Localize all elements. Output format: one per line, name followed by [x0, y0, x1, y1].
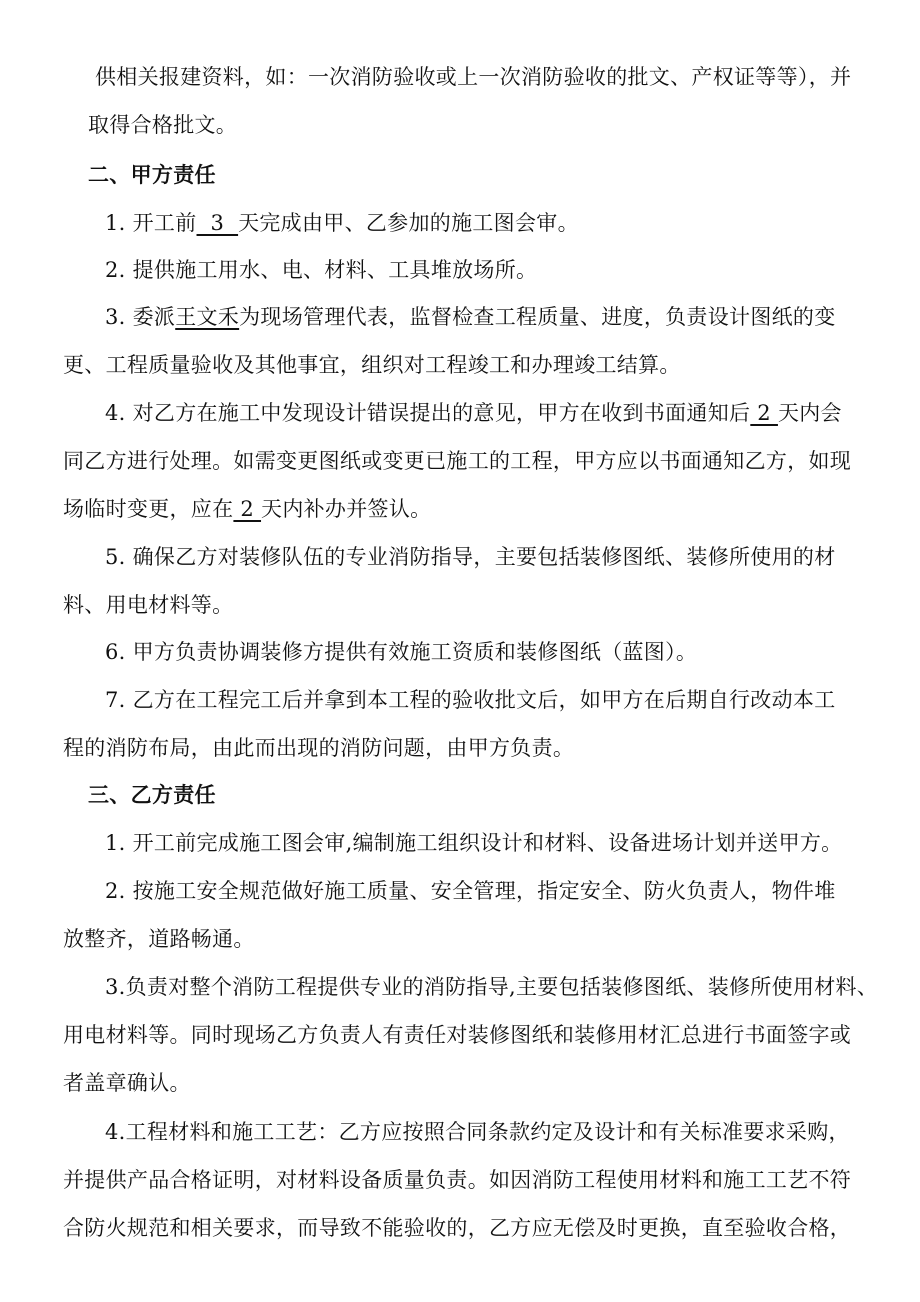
- clause-a6: 6. 甲方负责协调装修方提供有效施工资质和装修图纸（蓝图）。: [105, 640, 698, 664]
- paragraph-line: 程的消防布局，由此而出现的消防问题，由甲方负责。: [63, 736, 575, 760]
- clause-a2: 2. 提供施工用水、电、材料、工具堆放场所。: [105, 258, 538, 282]
- paragraph-line: 者盖章确认。: [63, 1071, 191, 1095]
- fill-blank-days: 2: [233, 497, 262, 521]
- clause-text: 场临时变更，应在: [63, 497, 234, 521]
- clause-b4: 4.工程材料和施工工艺：乙方应按照合同条款约定及设计和有关标准要求采购，: [105, 1120, 850, 1144]
- clause-text: 为现场管理代表，监督检查工程质量、进度，负责设计图纸的变: [239, 305, 836, 329]
- clause-a5: 5. 确保乙方对装修队伍的专业消防指导，主要包括装修图纸、装修所使用的材: [105, 545, 836, 569]
- clause-a4: [105, 398, 842, 428]
- clause-text: 3. 委派: [105, 305, 176, 329]
- clause-b1: 1. 开工前完成施工图会审,编制施工组织设计和材料、设备进场计划并送甲方。: [105, 831, 843, 855]
- clause-text: 天内补办并签认。: [261, 497, 432, 521]
- paragraph-line: 取得合格批文。: [88, 113, 238, 137]
- fill-blank-days: 2: [750, 401, 778, 425]
- paragraph-line: 同乙方进行处理。如需变更图纸或变更已施工的工程，甲方应以书面通知乙方，如现: [63, 449, 852, 473]
- paragraph-line: 并提供产品合格证明，对材料设备质量负责。如因消防工程使用材料和施工工艺不符: [63, 1168, 852, 1192]
- clause-a1: [105, 208, 579, 238]
- paragraph-line: 用电材料等。同时现场乙方负责人有责任对装修图纸和装修用材汇总进行书面签字或: [63, 1023, 852, 1047]
- section-heading-party-b: 三、乙方责任: [88, 782, 216, 807]
- clause-text: 4. 对乙方在施工中发现设计错误提出的意见，甲方在收到书面通知后: [105, 401, 751, 425]
- paragraph-line: 放整齐，道路畅通。: [63, 927, 255, 951]
- clause-b3: 3.负责对整个消防工程提供专业的消防指导,主要包括装修图纸、装修所使用材料、: [105, 975, 879, 999]
- paragraph-line: 更、工程质量验收及其他事宜，组织对工程竣工和办理竣工结算。: [63, 353, 681, 377]
- paragraph-line: 料、用电材料等。: [63, 593, 234, 617]
- representative-name: 王文禾: [175, 305, 240, 329]
- clause-a7: 7. 乙方在工程完工后并拿到本工程的验收批文后，如甲方在后期自行改动本工: [105, 688, 836, 712]
- paragraph-line: 合防火规范和相关要求，而导致不能验收的，乙方应无偿及时更换，直至验收合格，: [63, 1216, 852, 1240]
- clause-text: 天完成由甲、乙参加的施工图会审。: [238, 211, 579, 235]
- section-heading-party-a: 二、甲方责任: [88, 162, 216, 187]
- paragraph-line: 供相关报建资料，如：一次消防验收或上一次消防验收的批文、产权证等等），并: [95, 65, 852, 89]
- clause-b2: 2. 按施工安全规范做好施工质量、安全管理，指定安全、防火负责人，物件堆: [105, 879, 836, 903]
- clause-text: 天内会: [777, 401, 842, 425]
- clause-a3: [105, 302, 836, 332]
- clause-text: 1. 开工前: [105, 211, 197, 235]
- fill-blank-days: 3: [196, 211, 239, 235]
- paragraph-line: [63, 494, 431, 524]
